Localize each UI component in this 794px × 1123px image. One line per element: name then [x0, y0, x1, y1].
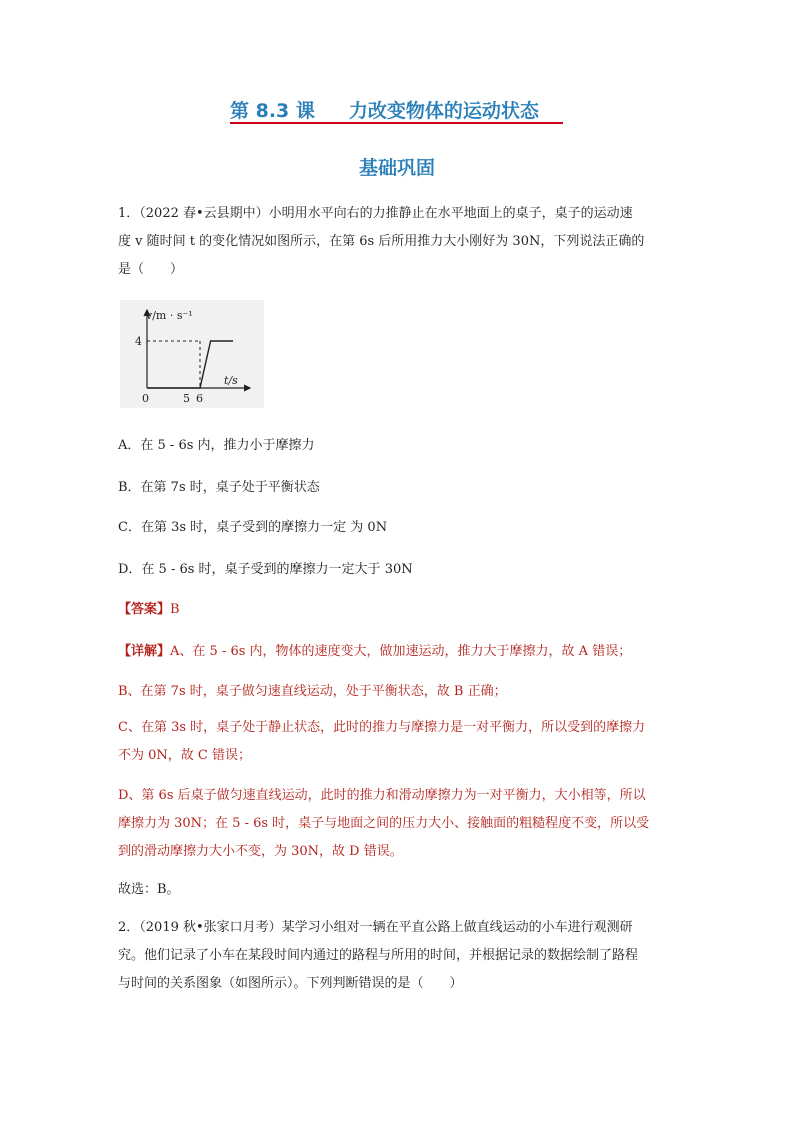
question-1-line-2: 度 v 随时间 t 的变化情况如图所示，在第 6s 后所用推力大小刚好为 30N，下列说法正确的	[118, 234, 645, 249]
answer-tag: 【答案】	[118, 602, 171, 617]
option-d: D．在 5 - 6s 时，桌子受到的摩擦力一定大于 30N	[118, 562, 413, 577]
detail-d	[118, 782, 678, 866]
option-c: C．在第 3s 时，桌子受到的摩擦力一定 为 0N	[118, 520, 388, 535]
x-tick-label-6: 6	[196, 392, 203, 405]
section-heading: 基础巩固	[358, 157, 435, 179]
detail-c-line-2: 不为 0N，故 C 错误；	[118, 748, 251, 763]
velocity-time-graph	[120, 300, 264, 408]
option-b: B．在第 7s 时，桌子处于平衡状态	[118, 480, 320, 495]
x-tick-label-5: 5	[183, 392, 190, 405]
detail-d-line-2: 摩擦力为 30N；在 5 - 6s 时，桌子与地面之间的压力大小、接触面的粗糙程度不变，所以受	[118, 816, 650, 831]
y-tick-label: 4	[135, 335, 142, 348]
question-1-line-3: 是（ ）	[118, 262, 184, 277]
option-a: A．在 5 - 6s 内，推力小于摩擦力	[118, 438, 315, 453]
detail-d-line-3: 到的滑动摩擦力大小不变，为 30N，故 D 错误。	[118, 844, 403, 859]
x-axis-label: t/s	[224, 374, 238, 387]
origin-label: 0	[142, 392, 149, 405]
detail-a	[118, 640, 631, 659]
lesson-number: 第 8.3 课	[230, 100, 315, 122]
detail-c	[118, 714, 678, 770]
lesson-topic: 力改变物体的运动状态	[348, 100, 539, 122]
question-2-line-2: 究。他们记录了小车在某段时间内通过的路程与所用的时间，并根据记录的数据绘制了路程	[118, 948, 639, 963]
question-2-line-1: 2．（2019 秋•张家口月考）某学习小组对一辆在平直公路上做直线运动的小车进行观测研	[118, 920, 633, 935]
question-2-line-3: 与时间的关系图象（如图所示）。下列判断错误的是（ ）	[118, 976, 463, 991]
velocity-series-line	[147, 341, 233, 388]
question-2-stem	[118, 914, 678, 998]
detail-c-line-1: C、在第 3s 时，桌子处于静止状态，此时的推力与摩擦力是一对平衡力，所以受到的摩擦力	[118, 720, 646, 735]
lesson-title	[0, 96, 794, 126]
question-1-line-1: 1．（2022 春•云县期中）小明用水平向右的力推静止在水平地面上的桌子，桌子的运动速	[118, 206, 633, 221]
choose-line: 故选：B。	[118, 882, 180, 897]
question-1-stem	[118, 200, 678, 284]
answer-line	[118, 598, 180, 617]
y-axis-label: v/m · s⁻¹	[146, 309, 193, 322]
detail-d-line-1: D、第 6s 后桌子做匀速直线运动，此时的推力和滑动摩擦力为一对平衡力，大小相等，所以	[118, 788, 646, 803]
detail-tag: 【详解】	[118, 644, 171, 659]
title-underline	[230, 122, 563, 124]
detail-b: B、在第 7s 时，桌子做匀速直线运动，处于平衡状态，故 B 正确；	[118, 684, 507, 699]
detail-a-text: A、在 5 - 6s 内，物体的速度变大，做加速运动，推力大于摩擦力，故 A 错误；	[170, 644, 632, 659]
answer-value: B	[170, 602, 180, 617]
